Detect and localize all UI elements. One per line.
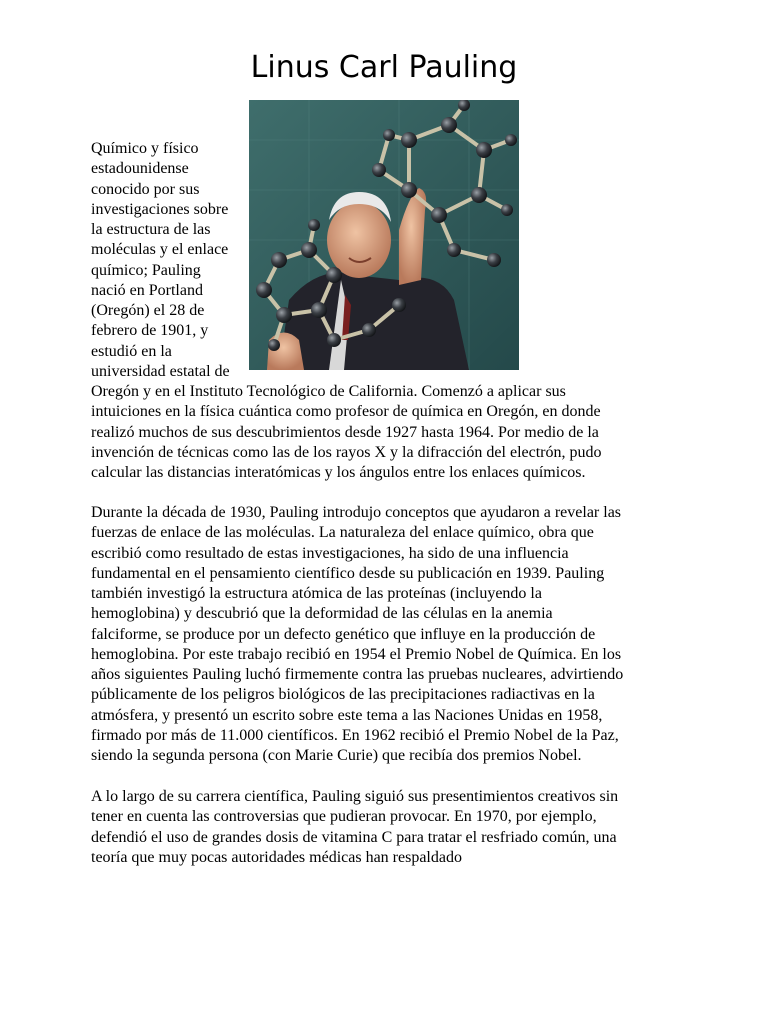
paragraph-line: siendo la segunda persona (con Marie Curie) que recibía dos premios Nobel.	[91, 747, 582, 764]
portrait-photo	[249, 100, 519, 370]
paragraph-line: firmado por más de 11.000 científicos. En 1962 recibió el Premio Nobel de la Paz,	[91, 726, 619, 744]
intro-line: nació en Portland	[91, 281, 203, 299]
intro-line: (Oregón) el 28 de	[91, 302, 205, 319]
paragraph-line: tener en cuenta las controversias que pudieran provocar. En 1970, por ejemplo,	[91, 808, 597, 826]
paragraph-line: teoría que muy pocas autoridades médicas han respaldado	[91, 848, 462, 866]
paragraph-line: falciforme, se produce por un defecto genético que influye en la producción de	[91, 625, 596, 643]
page-title: Linus Carl Pauling	[250, 50, 518, 85]
paragraph-line: escribió como resultado de estas investigaciones, ha sido de una influencia	[91, 544, 569, 562]
paragraph-line: defendió el uso de grandes dosis de vitamina C para tratar el resfriado común, una	[91, 828, 617, 846]
intro-line: estadounidense	[91, 160, 189, 178]
paragraph-line: realizó muchos de sus descubrimientos desde 1927 hasta 1964. Por medio de la	[91, 423, 599, 441]
paragraph-line: años siguientes Pauling luchó firmemente contra las pruebas nucleares, advirtiendo	[91, 666, 624, 683]
intro-line: febrero de 1901, y	[91, 322, 209, 340]
paragraph-3	[91, 787, 681, 868]
paragraph-line: Oregón y en el Instituto Tecnológico de California. Comenzó a aplicar sus	[91, 383, 566, 400]
intro-line: conocido por sus	[91, 180, 200, 198]
intro-line: Químico y físico	[91, 140, 199, 157]
intro-line: la estructura de las	[91, 221, 211, 238]
paragraph-line: intuiciones en la física cuántica como profesor de química en Oregón, en donde	[91, 403, 601, 421]
paragraph-line: A lo largo de su carrera científica, Pauling siguió sus presentimientos creativos sin	[91, 788, 619, 805]
paragraph-line: también investigó la estructura atómica de las proteínas (incluyendo la	[91, 585, 542, 602]
paragraph-line: calcular las distancias interatómicas y los ángulos entre los enlaces químicos.	[91, 464, 586, 481]
paragraph-1	[91, 382, 681, 483]
intro-line: investigaciones sobre	[91, 200, 229, 218]
intro-line: universidad estatal de	[91, 362, 230, 380]
intro-line: moléculas y el enlace	[91, 241, 229, 259]
paragraph-line: atmósfera, y presentó un escrito sobre este tema a las Naciones Unidas en 1958,	[91, 706, 603, 724]
paragraph-line: hemoglobina) y descubrió que la deformidad de las células en la anemia	[91, 605, 553, 623]
paragraph-line: fundamental en el pensamiento científico desde su publicación en 1939. Pauling	[91, 564, 605, 582]
paragraph-line: fuerzas de enlace de las moléculas. La naturaleza del enlace químico, obra que	[91, 524, 594, 542]
paragraph-2	[91, 503, 681, 766]
paragraph-line: públicamente de los peligros biológicos de las precipitaciones radiactivas en la	[91, 686, 595, 704]
paragraph-line: Durante la década de 1930, Pauling introdujo conceptos que ayudaron a revelar las	[91, 504, 622, 521]
intro-text	[91, 139, 251, 382]
intro-line: químico; Pauling	[91, 261, 201, 279]
paragraph-line: hemoglobina. Por este trabajo recibió en 1954 el Premio Nobel de Química. En los	[91, 645, 622, 663]
intro-line: estudió en la	[91, 342, 172, 360]
paragraph-line: invención de técnicas como las de los rayos X y la difracción del electrón, pudo	[91, 443, 602, 461]
